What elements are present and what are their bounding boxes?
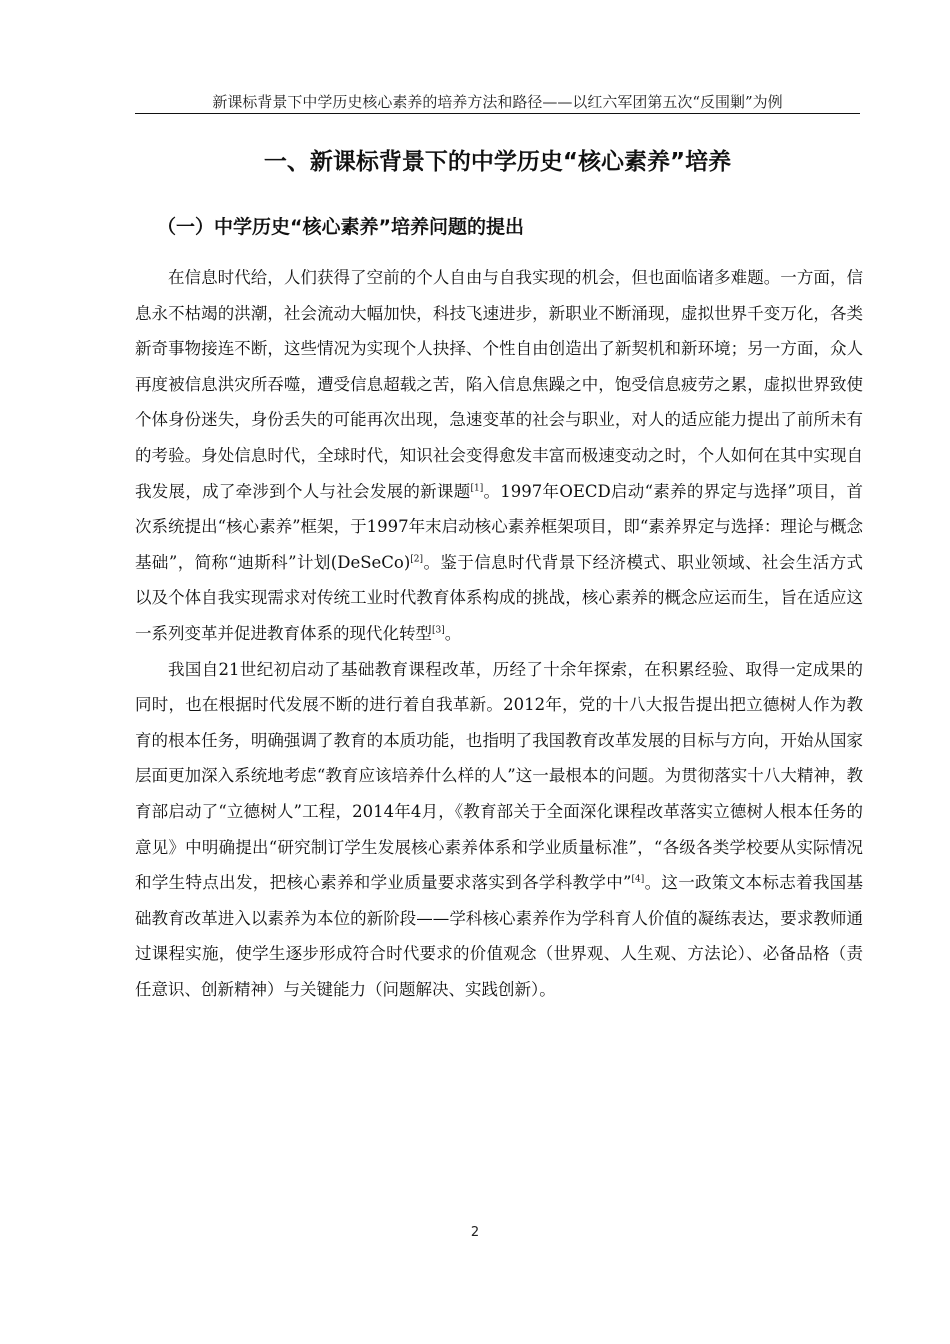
paragraph-text: 我国自21世纪初启动了基础教育课程改革，历经了十余年探索，在积累经验、取得一定成果的同时，也在根据时代发展不断的进行着自我革新。2012年，党的十八大报告提出把立德树人作为教育的根本任务，明确强调了教育的本质功能，也指明了我国教育改革发展的目标与方向，开始从国家层面更加深入系统地考虑“教育应该培养什么样的人”这一最根本的问题。为贯彻落实十八大精神，教育部启动了“立德树人”工程，2014年4月，《教育部关于全面深化课程改革落实立德树人根本任务的意见》中明确提出“研究制订学生发展核心素养体系和学业质量标准”，“各级各类学校要从实际情况和学生特点出发，把核心素养和学业质量要求落实到各学科教学中” (135, 659, 863, 893)
paragraph-1 (135, 260, 863, 652)
paragraph-text: 。鉴于信息时代背景下经济模式、职业领域、社会生活方式以及个体自我实现需求对传统工业时代教育体系构成的挑战，核心素养的概念应运而生，旨在适应这一系列变革并促进教育体系的现代化转型 (135, 552, 863, 643)
section-title: （一）中学历史“核心素养”培养问题的提出 (157, 216, 524, 238)
paragraph-text: 。1997年OECD启动“素养的界定与选择”项目，首次系统提出“核心素养”框架，于1997年末启动核心素养框架项目，即“素养界定与选择：理论与概念基础”，简称“迪斯科”计划(DeSeCo) (135, 481, 863, 572)
citation-2[interactable]: [2] (410, 554, 424, 565)
citation-3[interactable]: [3] (432, 625, 445, 636)
body-text (135, 260, 863, 1007)
header-rule (135, 113, 860, 114)
chapter-title: 一、新课标背景下的中学历史“核心素养”培养 (263, 149, 732, 175)
paragraph-2 (135, 652, 863, 1008)
paragraph-text: 。 (444, 623, 462, 643)
citation-1[interactable]: [1] (470, 483, 484, 494)
running-header: 新课标背景下中学历史核心素养的培养方法和路径——以红六军团第五次“反围剿”为例 (212, 93, 783, 111)
paragraph-text: 。这一政策文本标志着我国基础教育改革进入以素养为本位的新阶段——学科核心素养作为学科育人价值的凝练表达，要求教师通过课程实施，使学生逐步形成符合时代要求的价值观念（世界观、人生观、方法论）、必备品格（责任意识、创新精神）与关键能力（问题解决、实践创新）。 (135, 873, 864, 999)
paragraph-text: 在信息时代给，人们获得了空前的个人自由与自我实现的机会，但也面临诸多难题。一方面，信息永不枯竭的洪潮，社会流动大幅加快，科技飞速进步，新职业不断涌现，虚拟世界千变万化，各类新奇事物接连不断，这些情况为实现个人抉择、个性自由创造出了新契机和新环境；另一方面，众人再度被信息洪灾所吞噬，遭受信息超载之苦，陷入信息焦躁之中，饱受信息疲劳之累，虚拟世界致使个体身份迷失，身份丢失的可能再次出现，急速变革的社会与职业，对人的适应能力提出了前所未有的考验。身处信息时代，全球时代，知识社会变得愈发丰富而极速变动之时，个人如何在其中实现自我发展，成了牵涉到个人与社会发展的新课题 (135, 268, 863, 501)
citation-4[interactable]: [4] (631, 874, 645, 885)
page-number: 2 (470, 1225, 480, 1240)
